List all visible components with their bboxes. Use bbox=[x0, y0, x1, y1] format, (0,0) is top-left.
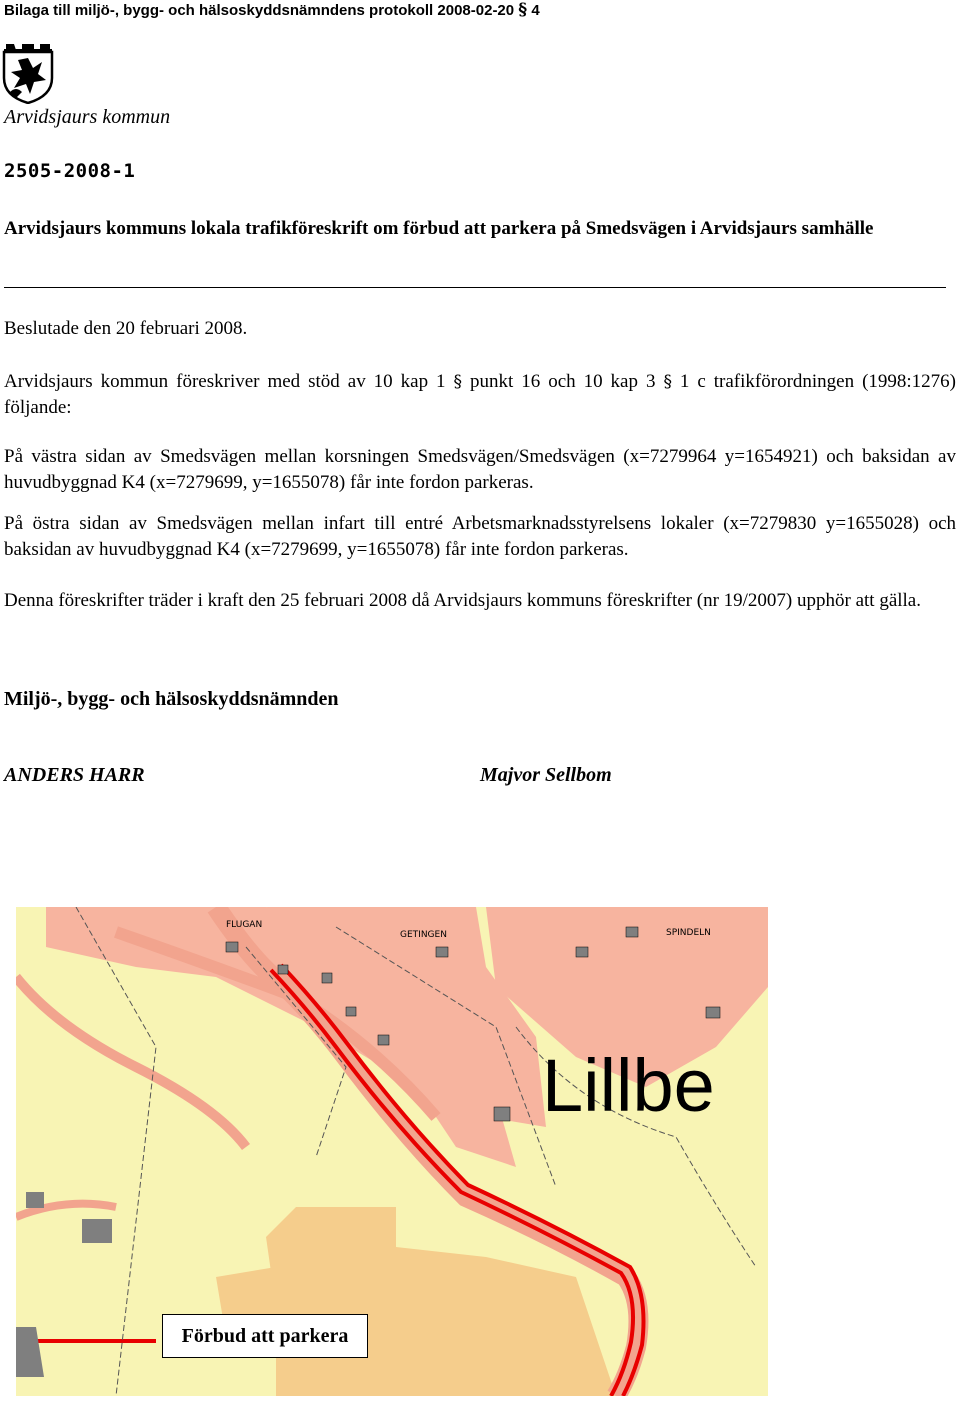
building bbox=[346, 1007, 356, 1016]
document-number: 2505-2008-1 bbox=[4, 160, 136, 182]
map-label-getingen: GETINGEN bbox=[400, 930, 447, 940]
municipality-name: Arvidsjaurs kommun bbox=[4, 106, 171, 128]
document-header bbox=[4, 0, 540, 20]
signature-chair: ANDERS HARR bbox=[4, 764, 145, 786]
section-symbol: § bbox=[518, 0, 528, 20]
building bbox=[576, 947, 588, 957]
regulation-map bbox=[16, 907, 768, 1396]
signature-secretary: Majvor Sellbom bbox=[480, 764, 612, 786]
effective-date-paragraph: Denna föreskrifter träder i kraft den 25 februari 2008 då Arvidsjaurs kommuns föreskrifter (nr 19/2007) upphör att gälla. bbox=[4, 590, 921, 611]
section-symbol: § bbox=[453, 372, 463, 392]
section-symbol: § bbox=[663, 372, 672, 392]
building bbox=[82, 1219, 112, 1243]
intro-paragraph bbox=[4, 369, 956, 421]
building bbox=[226, 942, 238, 952]
legend-text: Förbud att parkera bbox=[181, 1324, 349, 1347]
municipal-coat-of-arms bbox=[2, 42, 54, 104]
building bbox=[626, 927, 638, 937]
building bbox=[278, 965, 288, 974]
building bbox=[494, 1107, 510, 1121]
map-label-spindeln: SPINDELN bbox=[666, 928, 711, 938]
map-area-label: Lillbe bbox=[542, 1044, 715, 1127]
committee-name: Miljö-, bygg- och hälsoskyddsnämnden bbox=[4, 688, 339, 710]
intro-part-2: punkt 16 och 10 kap 3 bbox=[469, 371, 656, 392]
map-svg bbox=[16, 907, 768, 1396]
building bbox=[378, 1035, 389, 1045]
map-label-flugan: FLUGAN bbox=[226, 920, 263, 930]
intro-part-3: 1 c trafikförordningen (1998:1276) följande: bbox=[4, 371, 957, 418]
header-text: Bilaga till miljö-, bygg- och hälsoskyddsnämndens protokoll 2008-02-20 bbox=[4, 2, 515, 19]
building bbox=[436, 947, 448, 957]
west-side-paragraph: På västra sidan av Smedsvägen mellan korsningen Smedsvägen/Smedsvägen (x=7279964 y=1654921) och baksidan av huvudbyggnad K4 (x=7279699, y=1655078) får inte fordon parkeras. bbox=[4, 446, 956, 493]
building bbox=[322, 973, 332, 983]
building bbox=[26, 1192, 44, 1208]
regulation-title: Arvidsjaurs kommuns lokala trafikföreskrift om förbud att parkera på Smedsvägen i Arvidsjaurs samhälle bbox=[4, 218, 874, 239]
title-divider bbox=[4, 287, 946, 288]
intro-part-1: Arvidsjaurs kommun föreskriver med stöd av 10 kap 1 bbox=[4, 371, 446, 392]
map-legend bbox=[162, 1314, 368, 1358]
east-side-paragraph: På östra sidan av Smedsvägen mellan infart till entré Arbetsmarknadsstyrelsens lokaler (x=7279830 y=1655028) och baksidan av huvudbyggnad K4 (x=7279699, y=1655078) får inte fordon parkeras. bbox=[4, 513, 956, 560]
building bbox=[706, 1007, 720, 1018]
decision-date: Beslutade den 20 februari 2008. bbox=[4, 318, 248, 339]
section-number: 4 bbox=[531, 2, 540, 19]
